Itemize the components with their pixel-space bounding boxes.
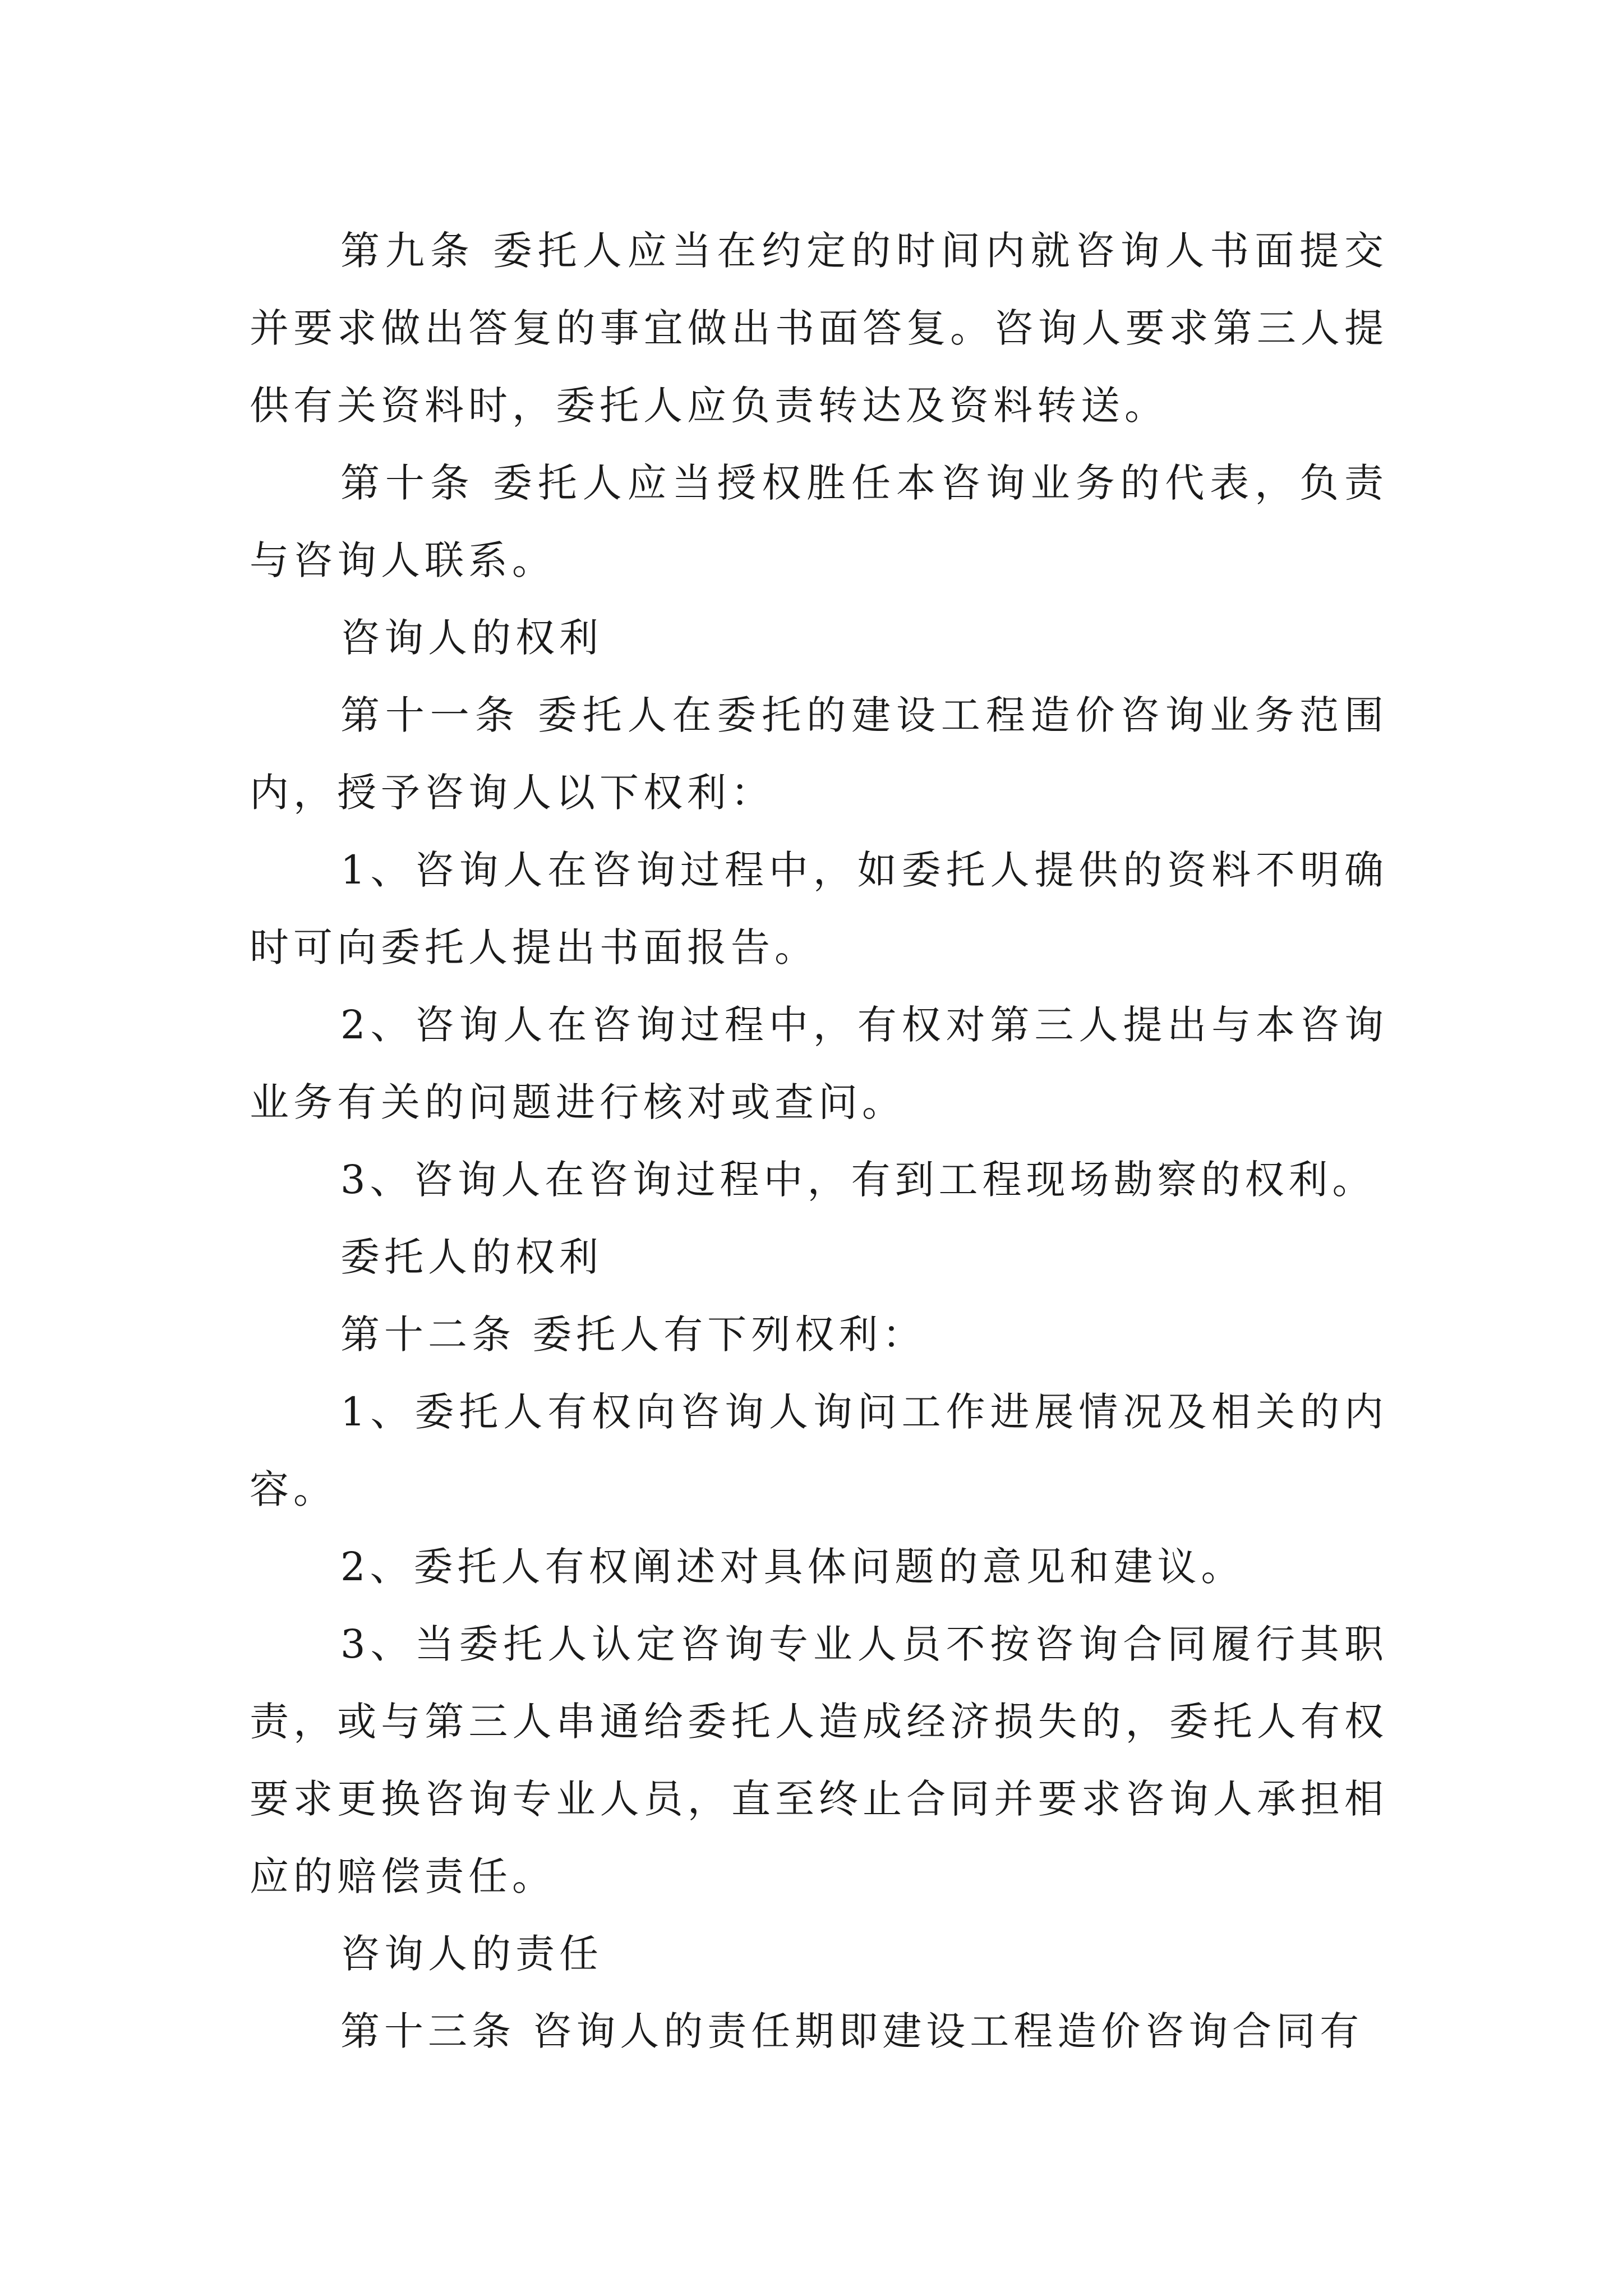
article-11-item-3: 3、咨询人在咨询过程中，有到工程现场勘察的权利。 bbox=[340, 1157, 1376, 1203]
article-12-item-2: 2、委托人有权阐述对具体问题的意见和建议。 bbox=[340, 1544, 1245, 1590]
article-12-item-3: 3、当委托人认定咨询专业人员不按咨询合同履行其职责，或与第三人串通给委托人造成经济损失的，委托人有权要求更换咨询专业人员，直至终止合同并要求咨询人承担相应的赔偿责任。 bbox=[250, 1621, 1388, 1899]
document-page bbox=[250, 212, 1388, 2070]
article-9-paragraph: 第九条 委托人应当在约定的时间内就咨询人书面提交并要求做出答复的事宜做出书面答复。咨询人要求第三人提供有关资料时，委托人应负责转达及资料转送。 bbox=[250, 228, 1388, 429]
article-10-paragraph: 第十条 委托人应当授权胜任本咨询业务的代表，负责与咨询人联系。 bbox=[250, 460, 1388, 583]
article-12-item-1: 1、委托人有权向咨询人询问工作进展情况及相关的内容。 bbox=[250, 1389, 1388, 1512]
article-11-item-2: 2、咨询人在咨询过程中，有权对第三人提出与本咨询业务有关的问题进行核对或查问。 bbox=[250, 1002, 1388, 1125]
section-heading-consultant-rights: 咨询人的权利 bbox=[340, 615, 603, 661]
article-11-paragraph: 第十一条 委托人在委托的建设工程造价咨询业务范围内，授予咨询人以下权利： bbox=[250, 692, 1388, 816]
article-11-item-1: 1、咨询人在咨询过程中，如委托人提供的资料不明确时可向委托人提出书面报告。 bbox=[250, 847, 1388, 970]
section-heading-client-rights: 委托人的权利 bbox=[340, 1234, 603, 1280]
article-13-paragraph: 第十三条 咨询人的责任期即建设工程造价咨询合同有 bbox=[340, 2008, 1364, 2054]
article-12-paragraph: 第十二条 委托人有下列权利： bbox=[340, 1312, 926, 1358]
section-heading-consultant-liability: 咨询人的责任 bbox=[340, 1931, 603, 1977]
